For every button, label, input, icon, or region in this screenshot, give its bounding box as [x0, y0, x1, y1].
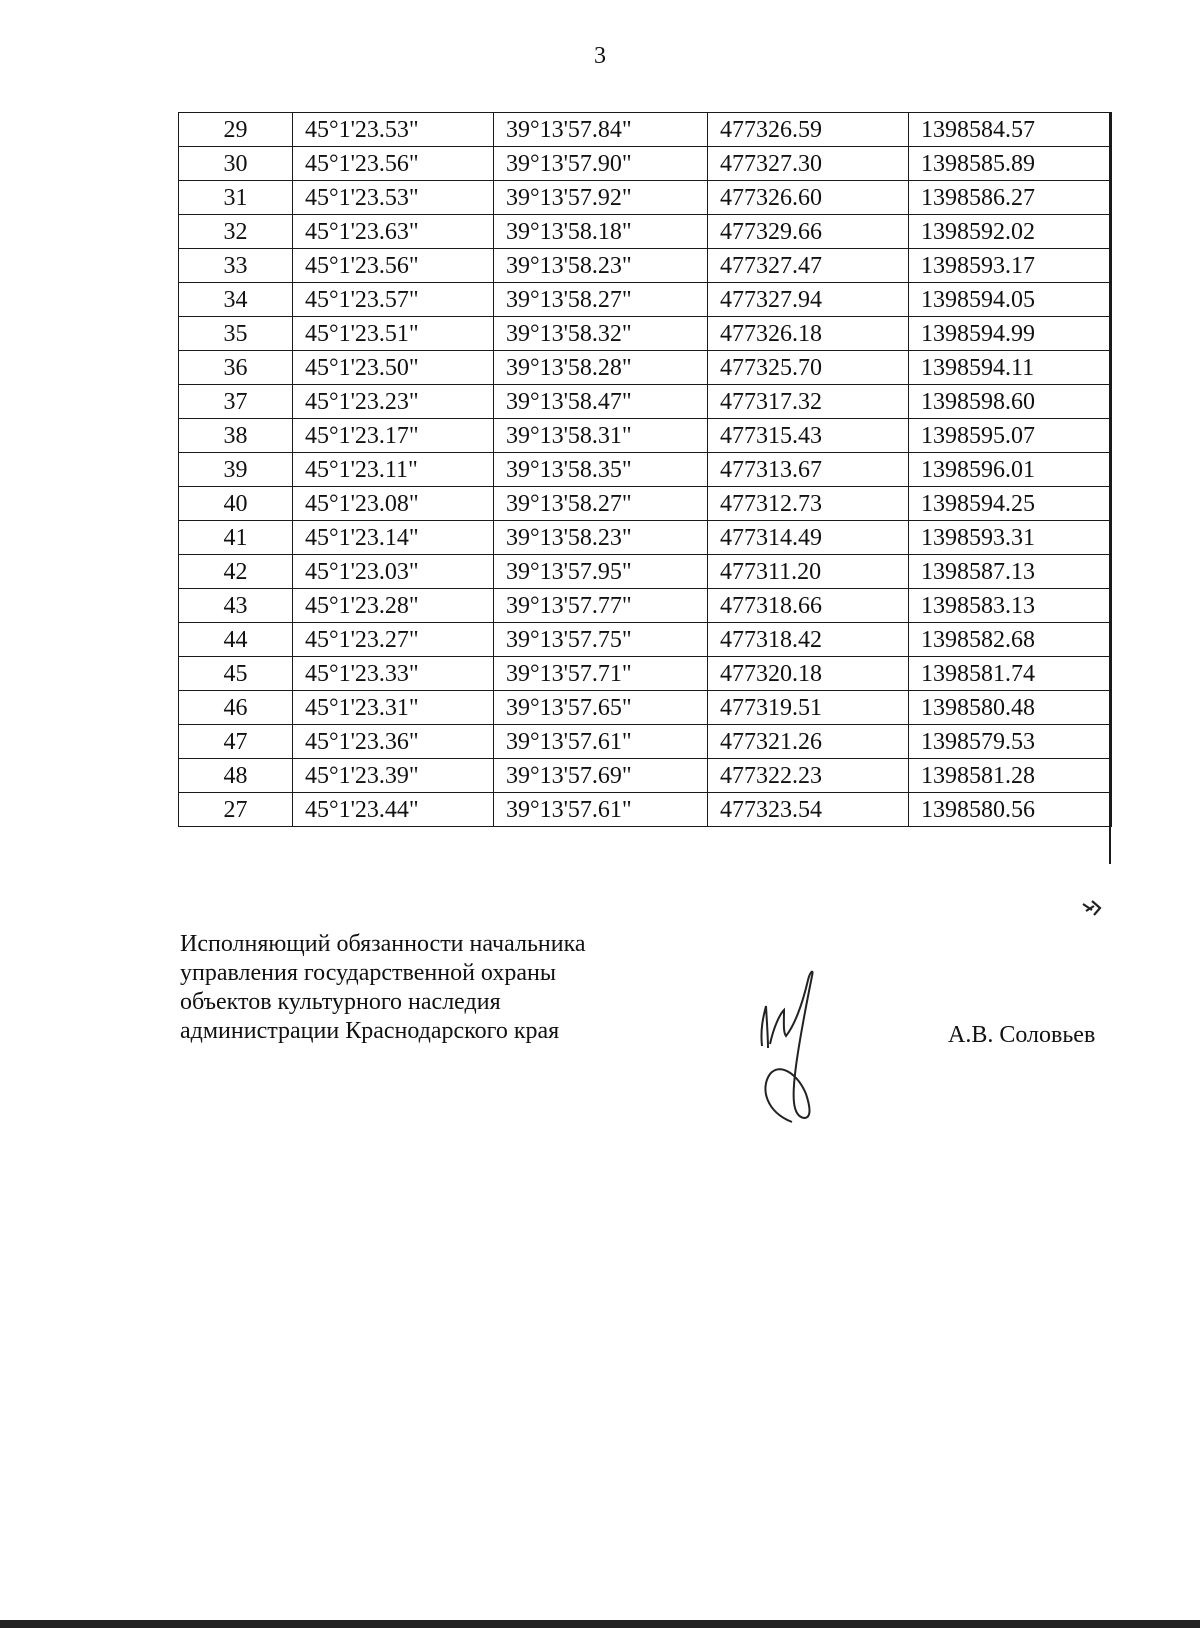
table-row	[179, 317, 1112, 351]
longitude-cell: 39°13'57.84"	[494, 113, 708, 147]
longitude-cell: 39°13'57.65"	[494, 691, 708, 725]
point-number-cell: 43	[179, 589, 293, 623]
y-coordinate-cell: 1398587.13	[909, 555, 1112, 589]
latitude-cell: 45°1'23.17"	[293, 419, 494, 453]
latitude-cell: 45°1'23.51"	[293, 317, 494, 351]
longitude-cell: 39°13'57.92"	[494, 181, 708, 215]
y-coordinate-cell: 1398586.27	[909, 181, 1112, 215]
longitude-cell: 39°13'57.77"	[494, 589, 708, 623]
longitude-cell: 39°13'58.47"	[494, 385, 708, 419]
table-row	[179, 283, 1112, 317]
x-coordinate-cell: 477312.73	[708, 487, 909, 521]
y-coordinate-cell: 1398593.31	[909, 521, 1112, 555]
point-number-cell: 31	[179, 181, 293, 215]
longitude-cell: 39°13'57.69"	[494, 759, 708, 793]
table-row	[179, 351, 1112, 385]
position-title-line-2: управления государственной охраны	[180, 960, 556, 986]
latitude-cell: 45°1'23.08"	[293, 487, 494, 521]
latitude-cell: 45°1'23.56"	[293, 249, 494, 283]
table-row	[179, 113, 1112, 147]
x-coordinate-cell: 477323.54	[708, 793, 909, 827]
x-coordinate-cell: 477320.18	[708, 657, 909, 691]
latitude-cell: 45°1'23.53"	[293, 181, 494, 215]
coordinates-table-wrapper	[178, 112, 1112, 827]
latitude-cell: 45°1'23.36"	[293, 725, 494, 759]
y-coordinate-cell: 1398580.48	[909, 691, 1112, 725]
margin-check-mark	[1080, 898, 1106, 918]
point-number-cell: 41	[179, 521, 293, 555]
point-number-cell: 46	[179, 691, 293, 725]
y-coordinate-cell: 1398581.74	[909, 657, 1112, 691]
point-number-cell: 32	[179, 215, 293, 249]
table-row	[179, 725, 1112, 759]
latitude-cell: 45°1'23.28"	[293, 589, 494, 623]
longitude-cell: 39°13'58.28"	[494, 351, 708, 385]
longitude-cell: 39°13'57.75"	[494, 623, 708, 657]
table-row	[179, 487, 1112, 521]
table-right-double-rule	[1109, 112, 1111, 864]
table-row	[179, 691, 1112, 725]
x-coordinate-cell: 477326.18	[708, 317, 909, 351]
table-row	[179, 249, 1112, 283]
longitude-cell: 39°13'58.18"	[494, 215, 708, 249]
handwritten-signature	[750, 966, 860, 1136]
point-number-cell: 37	[179, 385, 293, 419]
x-coordinate-cell: 477318.66	[708, 589, 909, 623]
point-number-cell: 35	[179, 317, 293, 351]
latitude-cell: 45°1'23.63"	[293, 215, 494, 249]
y-coordinate-cell: 1398598.60	[909, 385, 1112, 419]
latitude-cell: 45°1'23.56"	[293, 147, 494, 181]
point-number-cell: 40	[179, 487, 293, 521]
point-number-cell: 34	[179, 283, 293, 317]
page-number: 3	[594, 43, 606, 69]
y-coordinate-cell: 1398594.05	[909, 283, 1112, 317]
bottom-scan-edge	[0, 1620, 1200, 1628]
x-coordinate-cell: 477311.20	[708, 555, 909, 589]
y-coordinate-cell: 1398595.07	[909, 419, 1112, 453]
table-row	[179, 215, 1112, 249]
y-coordinate-cell: 1398594.11	[909, 351, 1112, 385]
table-row	[179, 623, 1112, 657]
point-number-cell: 48	[179, 759, 293, 793]
coordinates-table-body	[179, 113, 1112, 827]
latitude-cell: 45°1'23.23"	[293, 385, 494, 419]
y-coordinate-cell: 1398593.17	[909, 249, 1112, 283]
x-coordinate-cell: 477326.60	[708, 181, 909, 215]
point-number-cell: 38	[179, 419, 293, 453]
table-row	[179, 589, 1112, 623]
y-coordinate-cell: 1398584.57	[909, 113, 1112, 147]
x-coordinate-cell: 477327.47	[708, 249, 909, 283]
x-coordinate-cell: 477315.43	[708, 419, 909, 453]
x-coordinate-cell: 477327.94	[708, 283, 909, 317]
point-number-cell: 33	[179, 249, 293, 283]
point-number-cell: 44	[179, 623, 293, 657]
position-title-line-3: объектов культурного наследия	[180, 989, 501, 1015]
x-coordinate-cell: 477326.59	[708, 113, 909, 147]
x-coordinate-cell: 477327.30	[708, 147, 909, 181]
y-coordinate-cell: 1398594.25	[909, 487, 1112, 521]
table-row	[179, 555, 1112, 589]
x-coordinate-cell: 477329.66	[708, 215, 909, 249]
longitude-cell: 39°13'58.27"	[494, 487, 708, 521]
longitude-cell: 39°13'58.31"	[494, 419, 708, 453]
position-title-line-4: администрации Краснодарского края	[180, 1018, 560, 1044]
latitude-cell: 45°1'23.27"	[293, 623, 494, 657]
x-coordinate-cell: 477318.42	[708, 623, 909, 657]
point-number-cell: 42	[179, 555, 293, 589]
table-row	[179, 759, 1112, 793]
y-coordinate-cell: 1398594.99	[909, 317, 1112, 351]
table-row	[179, 181, 1112, 215]
latitude-cell: 45°1'23.57"	[293, 283, 494, 317]
table-row	[179, 657, 1112, 691]
table-row	[179, 453, 1112, 487]
latitude-cell: 45°1'23.11"	[293, 453, 494, 487]
table-row	[179, 385, 1112, 419]
x-coordinate-cell: 477322.23	[708, 759, 909, 793]
latitude-cell: 45°1'23.03"	[293, 555, 494, 589]
signer-name: А.В. Соловьев	[948, 1022, 1096, 1048]
signature-block	[180, 930, 586, 1046]
longitude-cell: 39°13'58.32"	[494, 317, 708, 351]
longitude-cell: 39°13'58.27"	[494, 283, 708, 317]
latitude-cell: 45°1'23.33"	[293, 657, 494, 691]
y-coordinate-cell: 1398580.56	[909, 793, 1112, 827]
longitude-cell: 39°13'57.61"	[494, 793, 708, 827]
x-coordinate-cell: 477314.49	[708, 521, 909, 555]
longitude-cell: 39°13'58.35"	[494, 453, 708, 487]
point-number-cell: 39	[179, 453, 293, 487]
x-coordinate-cell: 477319.51	[708, 691, 909, 725]
point-number-cell: 45	[179, 657, 293, 691]
point-number-cell: 30	[179, 147, 293, 181]
longitude-cell: 39°13'58.23"	[494, 521, 708, 555]
latitude-cell: 45°1'23.44"	[293, 793, 494, 827]
point-number-cell: 29	[179, 113, 293, 147]
y-coordinate-cell: 1398583.13	[909, 589, 1112, 623]
point-number-cell: 36	[179, 351, 293, 385]
latitude-cell: 45°1'23.50"	[293, 351, 494, 385]
table-row	[179, 521, 1112, 555]
y-coordinate-cell: 1398581.28	[909, 759, 1112, 793]
longitude-cell: 39°13'58.23"	[494, 249, 708, 283]
table-row	[179, 147, 1112, 181]
longitude-cell: 39°13'57.95"	[494, 555, 708, 589]
point-number-cell: 27	[179, 793, 293, 827]
latitude-cell: 45°1'23.14"	[293, 521, 494, 555]
latitude-cell: 45°1'23.53"	[293, 113, 494, 147]
latitude-cell: 45°1'23.39"	[293, 759, 494, 793]
x-coordinate-cell: 477313.67	[708, 453, 909, 487]
x-coordinate-cell: 477325.70	[708, 351, 909, 385]
coordinates-table	[178, 112, 1112, 827]
y-coordinate-cell: 1398585.89	[909, 147, 1112, 181]
position-title-line-1: Исполняющий обязанности начальника	[180, 931, 586, 957]
table-row	[179, 793, 1112, 827]
x-coordinate-cell: 477321.26	[708, 725, 909, 759]
y-coordinate-cell: 1398579.53	[909, 725, 1112, 759]
table-row	[179, 419, 1112, 453]
longitude-cell: 39°13'57.61"	[494, 725, 708, 759]
longitude-cell: 39°13'57.71"	[494, 657, 708, 691]
longitude-cell: 39°13'57.90"	[494, 147, 708, 181]
x-coordinate-cell: 477317.32	[708, 385, 909, 419]
y-coordinate-cell: 1398582.68	[909, 623, 1112, 657]
y-coordinate-cell: 1398592.02	[909, 215, 1112, 249]
point-number-cell: 47	[179, 725, 293, 759]
y-coordinate-cell: 1398596.01	[909, 453, 1112, 487]
latitude-cell: 45°1'23.31"	[293, 691, 494, 725]
